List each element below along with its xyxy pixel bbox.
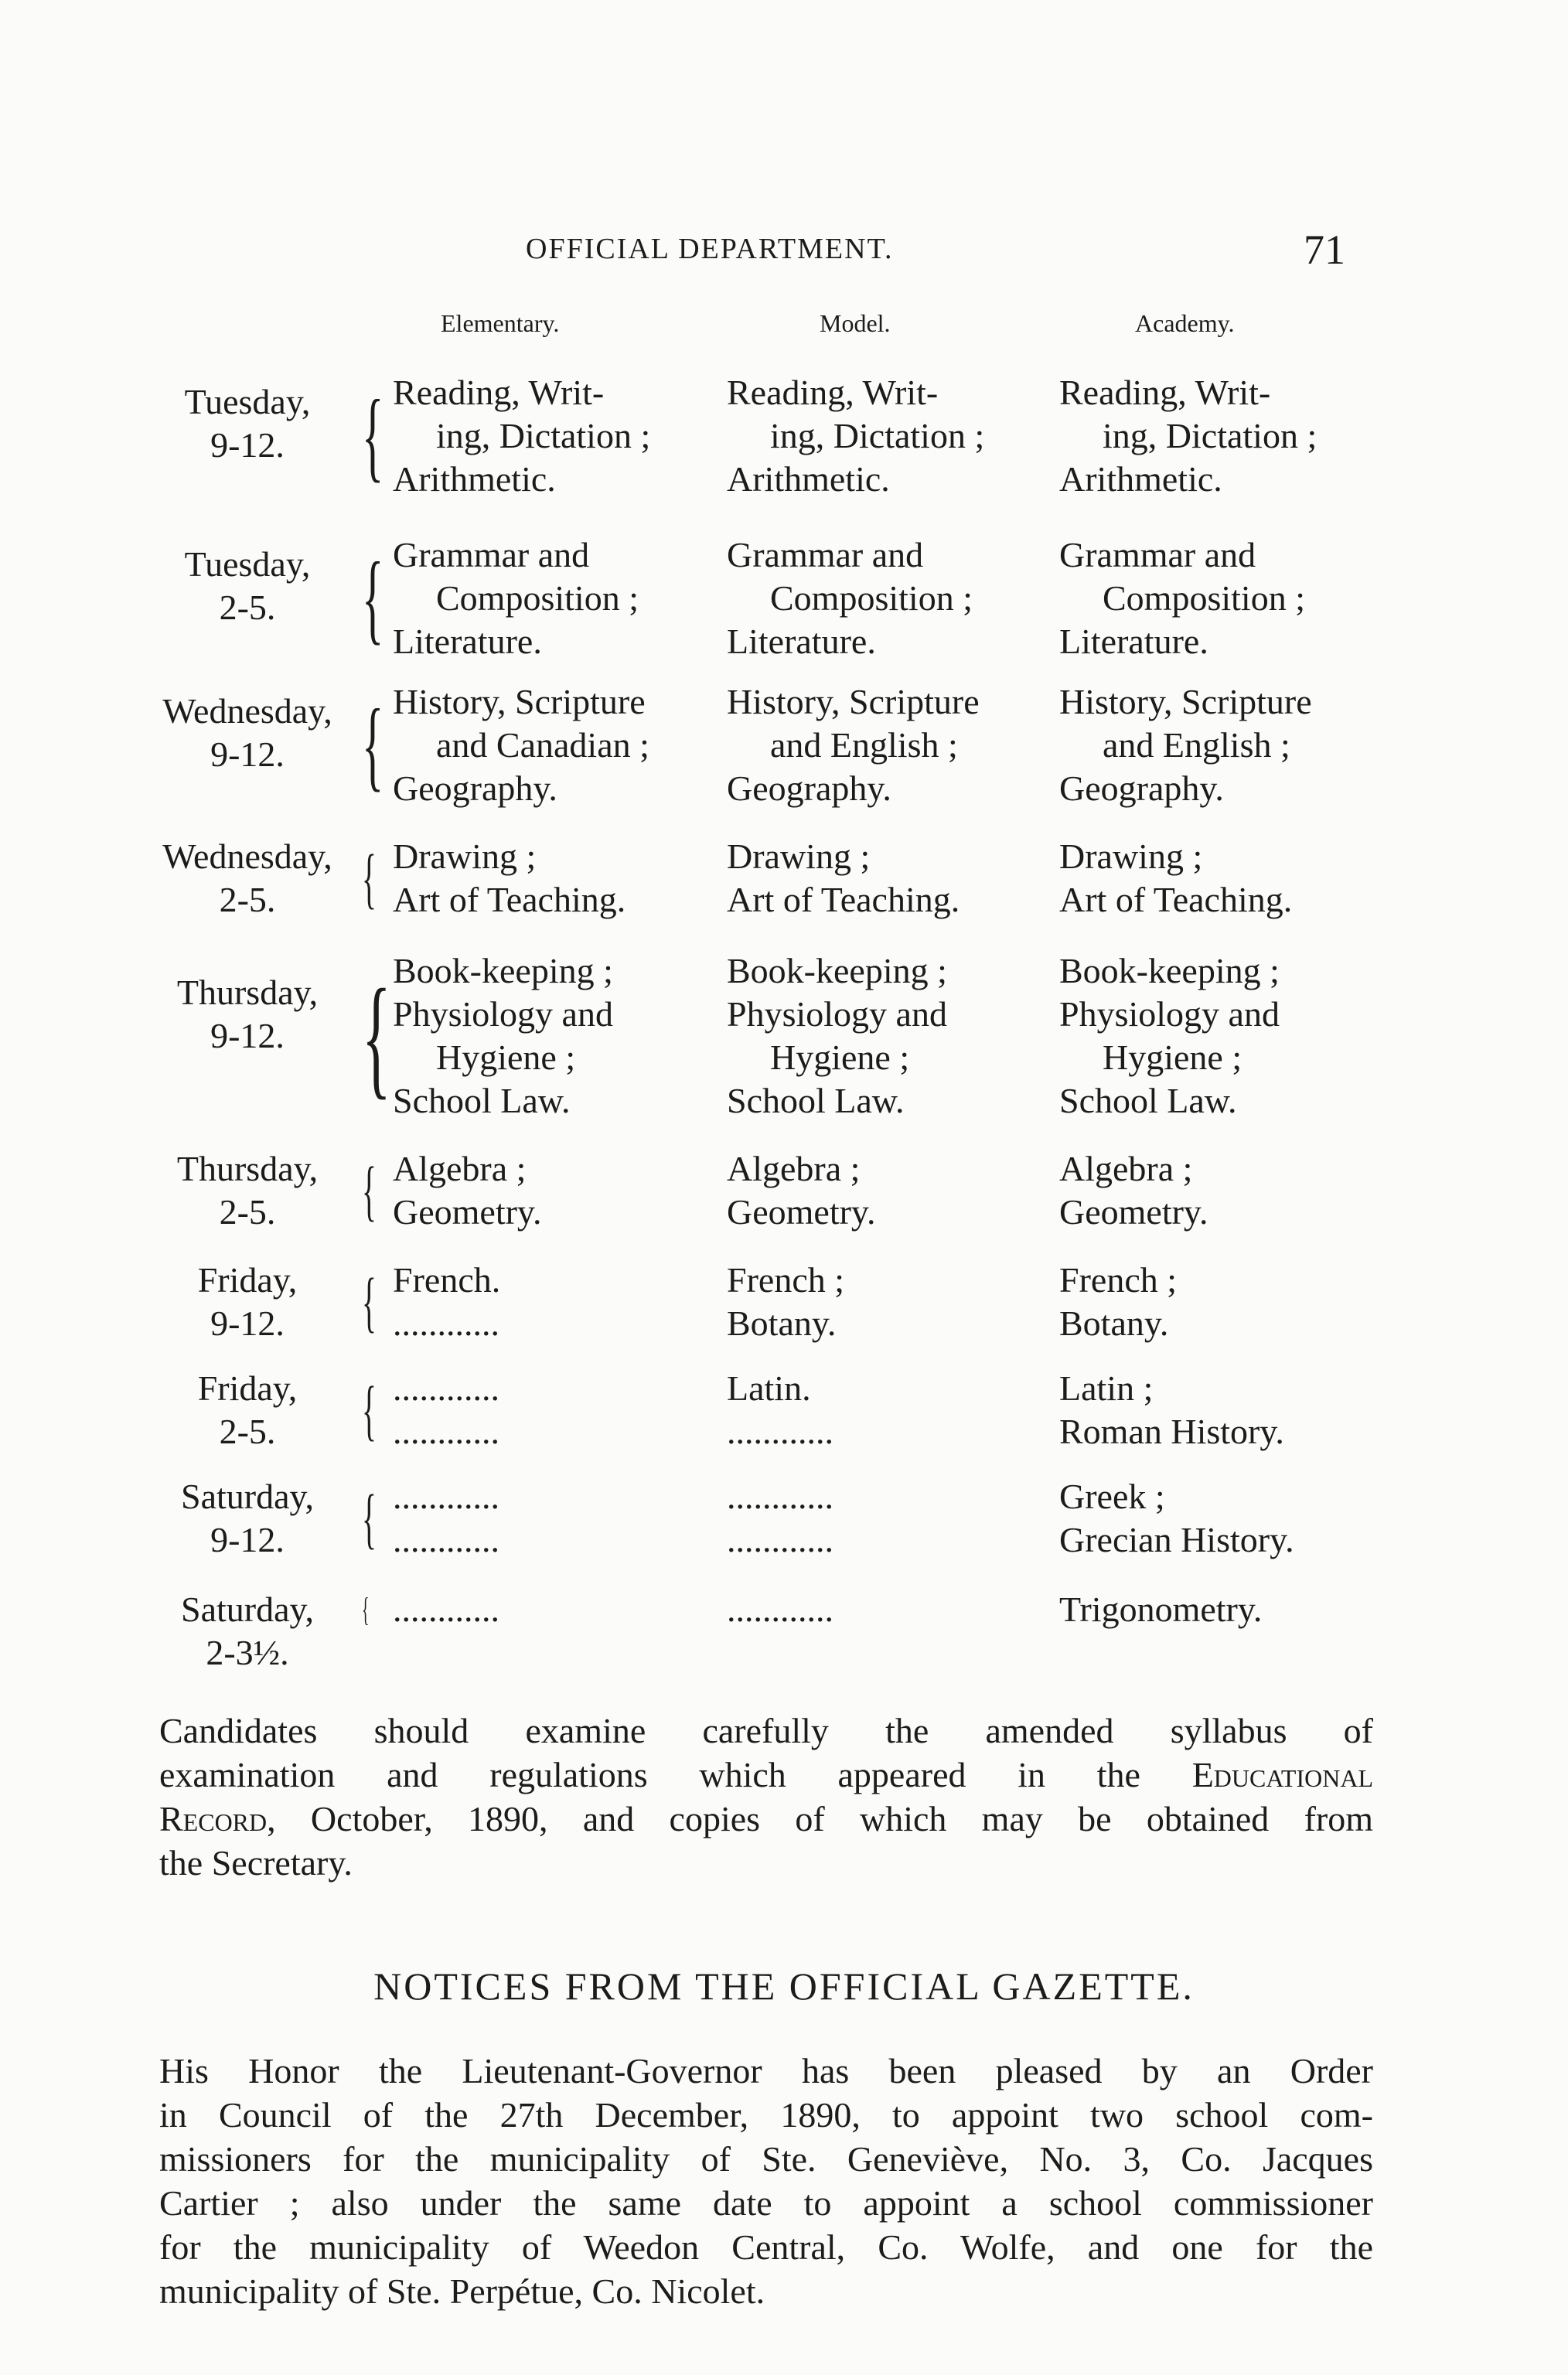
gazette-line: missioners for the municipality of Ste. Geneviève, No. 3, Co. Jacques bbox=[159, 2139, 1373, 2179]
day-label: Friday, 9-12. bbox=[197, 1260, 298, 1343]
cell-elementary: Grammar and Composition ; Literature. bbox=[393, 535, 639, 661]
day-label: Friday, 2-5. bbox=[197, 1368, 298, 1451]
page-number: 71 bbox=[1304, 227, 1345, 273]
brace-mark: { bbox=[362, 542, 384, 654]
cell-academy: Drawing ; Art of Teaching. bbox=[1059, 837, 1293, 919]
day-label: Tuesday, 9-12. bbox=[184, 382, 311, 465]
cell-model: Grammar and Composition ; Literature. bbox=[727, 535, 973, 661]
running-head-title: OFFICIAL DEPARTMENT. bbox=[526, 233, 894, 265]
cell-model: Book-keeping ; Physiology and Hygiene ; School Law. bbox=[727, 951, 947, 1120]
cell-model: French ; Botany. bbox=[727, 1260, 845, 1343]
brace-mark: { bbox=[362, 1372, 377, 1447]
gazette-line: in Council of the 27th December, 1890, to appoint two school com- bbox=[159, 2095, 1373, 2135]
cell-academy: Greek ; Grecian History. bbox=[1059, 1477, 1294, 1559]
note-line: Candidates should examine carefully the amended syllabus of bbox=[159, 1711, 1373, 1750]
note-line: examination and regulations which appeared in the Educational bbox=[159, 1755, 1373, 1794]
day-label: Tuesday, 2-5. bbox=[184, 544, 311, 627]
gazette-paragraph bbox=[159, 2049, 1373, 2313]
day-label: Saturday, 9-12. bbox=[180, 1477, 315, 1559]
cell-elementary: ............ ............ bbox=[393, 1477, 499, 1559]
note-line: Record, October, 1890, and copies of which may be obtained from bbox=[159, 1799, 1373, 1838]
educational-record-title: Record bbox=[159, 1799, 268, 1838]
cell-academy: Grammar and Composition ; Literature. bbox=[1059, 535, 1305, 661]
day-label: Thursday, 2-5. bbox=[176, 1149, 319, 1232]
brace-mark: { bbox=[362, 1153, 377, 1228]
cell-model: ............ bbox=[727, 1590, 833, 1629]
column-header-model: Model. bbox=[820, 309, 891, 337]
cell-elementary: Algebra ; Geometry. bbox=[393, 1149, 542, 1232]
column-header-elementary: Elementary. bbox=[441, 309, 560, 337]
candidates-note bbox=[159, 1709, 1373, 1885]
brace-mark: { bbox=[362, 1481, 377, 1556]
column-header-academy: Academy. bbox=[1135, 309, 1235, 337]
cell-model: Latin. ............ bbox=[727, 1368, 833, 1451]
cell-academy: Book-keeping ; Physiology and Hygiene ; School Law. bbox=[1059, 951, 1280, 1120]
brace-mark: { bbox=[362, 380, 384, 492]
cell-model: ............ ............ bbox=[727, 1477, 833, 1559]
cell-elementary: Reading, Writ- ing, Dictation ; Arithmetic. bbox=[393, 373, 651, 499]
cell-academy: Trigonometry. bbox=[1059, 1590, 1263, 1629]
brace-mark: { bbox=[362, 840, 377, 915]
day-label: Thursday, 9-12. bbox=[176, 973, 319, 1055]
brace-mark: { bbox=[362, 689, 384, 801]
brace-mark: { bbox=[362, 1591, 370, 1628]
gazette-line: His Honor the Lieutenant-Governor has been pleased by an Order bbox=[159, 2051, 1373, 2090]
note-line: the Secretary. bbox=[159, 1843, 353, 1883]
cell-academy: French ; Botany. bbox=[1059, 1260, 1178, 1343]
cell-model: Reading, Writ- ing, Dictation ; Arithmetic. bbox=[727, 373, 985, 499]
gazette-line: Cartier ; also under the same date to appoint a school commissioner bbox=[159, 2183, 1373, 2223]
cell-model: History, Scripture and English ; Geography. bbox=[727, 682, 980, 808]
cell-elementary: History, Scripture and Canadian ; Geography. bbox=[393, 682, 649, 808]
cell-elementary: ............ ............ bbox=[393, 1368, 499, 1451]
cell-model: Drawing ; Art of Teaching. bbox=[727, 837, 960, 919]
day-label: Saturday, 2-3½. bbox=[180, 1590, 315, 1672]
day-label: Wednesday, 9-12. bbox=[162, 691, 332, 774]
day-label: Wednesday, 2-5. bbox=[162, 837, 332, 919]
cell-elementary: Drawing ; Art of Teaching. bbox=[393, 837, 626, 919]
cell-elementary: French. ............ bbox=[393, 1260, 501, 1343]
running-head bbox=[0, 226, 1568, 280]
gazette-line: municipality of Ste. Perpétue, Co. Nicolet. bbox=[159, 2271, 765, 2311]
brace-mark: { bbox=[362, 961, 391, 1111]
cell-elementary: Book-keeping ; Physiology and Hygiene ; School Law. bbox=[393, 951, 613, 1120]
gazette-heading: NOTICES FROM THE OFFICIAL GAZETTE. bbox=[373, 1964, 1195, 2008]
cell-academy: Latin ; Roman History. bbox=[1059, 1368, 1284, 1451]
educational-record-title: Educational bbox=[1191, 1755, 1373, 1794]
cell-model: Algebra ; Geometry. bbox=[727, 1149, 876, 1232]
cell-academy: Algebra ; Geometry. bbox=[1059, 1149, 1208, 1232]
column-headers bbox=[0, 309, 1568, 348]
brace-mark: { bbox=[362, 1264, 377, 1339]
gazette-line: for the municipality of Weedon Central, Co. Wolfe, and one for the bbox=[159, 2227, 1373, 2267]
cell-elementary: ............ bbox=[393, 1590, 499, 1629]
cell-academy: History, Scripture and English ; Geography. bbox=[1059, 682, 1312, 808]
cell-academy: Reading, Writ- ing, Dictation ; Arithmetic. bbox=[1059, 373, 1317, 499]
